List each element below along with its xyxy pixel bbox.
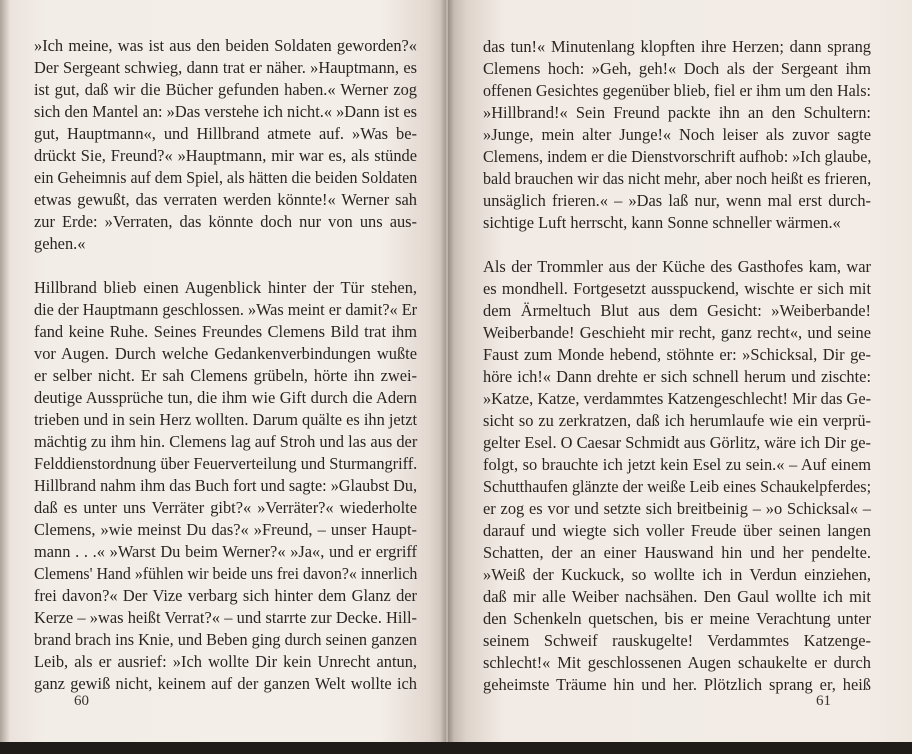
text-line: daß es unter uns Verräter gibt?« »Verräter?« wiederholte xyxy=(34,498,417,517)
text-line: seinem Schweif rauskugelte! Verdammtes Katzenge- xyxy=(483,631,871,650)
left-page-text xyxy=(34,35,417,695)
text-line: sicht so zu zerkratzen, daß ich herumlaufe wie ein verprü- xyxy=(483,411,871,430)
text-line: dem Ärmeltuch Blut aus dem Gesicht: »Weiberbande! xyxy=(483,301,871,320)
text-line: das tun!« Minutenlang klopften ihre Herzen; dann sprang xyxy=(483,37,871,56)
text-line: Schutthaufen glänzte der weiße Leib eines Schaukelpferdes; xyxy=(483,477,872,496)
text-line: daß mir alle Weiber nachsähen. Den Gaul wollte ich mit xyxy=(483,587,871,606)
text-line: Der Sergeant schwieg, dann trat er näher. »Hauptmann, es xyxy=(34,58,417,77)
paragraph xyxy=(483,256,871,696)
text-line: drückt Sie, Freund?« »Hauptmann, mir war es, als stünde xyxy=(34,146,417,165)
text-line: Schatten, der an einer Hauswand hin und her pendelte. xyxy=(483,543,871,562)
text-line: schlecht!« Mit geschlossenen Augen schaukelte er durch xyxy=(483,653,871,672)
text-line: etwas gewußt, das verraten werden könnte!« Werner sah xyxy=(34,190,417,209)
text-line: Kerze – »was heißt Verrat?« – und starrte zur Decke. Hill- xyxy=(34,608,417,627)
text-line: geheimste Träume hin und her. Plötzlich sprang er, heiß xyxy=(483,675,871,694)
text-line: deutige Aussprüche tun, die ihm wie Gift durch die Adern xyxy=(34,388,417,407)
page-number-right: 61 xyxy=(816,693,831,709)
text-line: gehen.« xyxy=(34,234,86,253)
right-page-text xyxy=(483,36,871,696)
text-line: »Weiß der Kuckuck, so wollte ich in Verdun einziehen, xyxy=(483,565,871,584)
text-line: brand brach ins Knie, und Beben ging durch seinen ganzen xyxy=(34,630,418,649)
text-line: Faust zum Monde hebend, stöhnte er: »Schicksal, Dir ge- xyxy=(483,345,871,364)
text-line: Felddienstordnung über Feuerverteilung und Sturmangriff. xyxy=(34,454,418,473)
text-line: Als der Trommler aus der Küche des Gasthofes kam, war xyxy=(483,257,871,276)
text-line: den Schenkeln quetschen, bis er meine Verachtung unter xyxy=(483,609,871,628)
background-edge xyxy=(0,742,912,754)
text-line: mann . . .« »Warst Du beim Werner?« »Ja«, und er ergriff xyxy=(34,542,417,561)
page-number-left: 60 xyxy=(74,693,89,709)
text-line: darauf und wiegte sich voller Freude über seinen langen xyxy=(483,521,871,540)
text-line: zur Erde: »Verraten, das könnte doch nur von uns aus- xyxy=(34,212,417,231)
text-line: gelter Esel. O Caesar Schmidt aus Görlitz, wäre ich Dir ge- xyxy=(483,433,871,452)
book-gutter xyxy=(440,0,454,742)
text-line: Hillbrand blieb einen Augenblick hinter der Tür stehen, xyxy=(34,278,417,297)
text-line: sichtige Luft herrscht, kann Sonne schneller wärmen.« xyxy=(483,213,841,232)
text-line: er zog es vor und setzte sich breitbeinig – »o Schicksal« – xyxy=(483,499,871,518)
text-line: Leib, als er ausrief: »Ich wollte Dir kein Unrecht antun, xyxy=(34,652,417,671)
paragraph-gap xyxy=(34,255,417,277)
text-line: »Junge, mein alter Junge!« Noch leiser als zuvor sagte xyxy=(483,125,871,144)
text-line: Hillbrand nahm ihm das Buch fort und sagte: »Glaubst Du, xyxy=(34,476,417,495)
left-page xyxy=(0,0,446,742)
paragraph xyxy=(34,277,417,695)
text-line: »Katze, Katze, verdammtes Katzengeschlecht! Mir das Ge- xyxy=(483,389,872,408)
text-line: mächtig zu ihm hin. Clemens lag auf Stroh und las aus der xyxy=(34,432,418,451)
text-line: höre ich!« Dann drehte er sich schnell herum und zischte: xyxy=(483,367,871,386)
text-line: Clemens, »wie meinst Du das?« »Freund, – unser Haupt- xyxy=(34,520,417,539)
text-line: ganz gewiß nicht, keinem auf der ganzen Welt wollte ich xyxy=(34,674,417,693)
paragraph xyxy=(34,35,417,255)
text-line: Clemens' Hand »fühlen wir beide uns frei davon?« innerlich xyxy=(34,564,418,583)
text-line: ein Geheimnis auf dem Spiel, als hätten die beiden Soldaten xyxy=(34,168,418,187)
text-line: »Ich meine, was ist aus den beiden Soldaten geworden?« xyxy=(34,36,417,55)
text-line: »Hillbrand!« Sein Freund packte ihn an den Schultern: xyxy=(483,103,871,122)
text-line: trieben und in sein Herz wollten. Darum quälte es ihn jetzt xyxy=(34,410,418,429)
text-line: Clemens hoch: »Geh, geh!« Doch als der Sergeant ihm xyxy=(483,59,871,78)
text-line: Weiberbande! Geschieht mir recht, ganz recht«, und seine xyxy=(483,323,871,342)
right-page xyxy=(448,0,912,742)
text-line: die der Hauptmann geschlossen. »Was meint er damit?« Er xyxy=(34,300,418,319)
text-line: gut, Hauptmann«, und Hillbrand atmete auf. »Was be- xyxy=(34,124,417,143)
text-line: vor Augen. Durch welche Gedankenverbindungen wußte xyxy=(34,344,417,363)
text-line: fand keine Ruhe. Seines Freundes Clemens Bild trat ihm xyxy=(34,322,417,341)
text-line: offenen Gesichtes gegenüber blieb, fiel er ihm um den Hals: xyxy=(483,81,872,100)
text-line: bald brauchen wir das nicht mehr, aber noch heißt es frieren, xyxy=(483,169,872,188)
text-line: Clemens, indem er die Dienstvorschrift aufhob: »Ich glaube, xyxy=(483,147,872,166)
text-line: ist gut, daß wir die Bücher gefunden haben.« Werner zog xyxy=(34,80,417,99)
paragraph xyxy=(483,36,871,234)
text-line: sich den Mantel an: »Das verstehe ich nicht.« »Dann ist es xyxy=(34,102,418,121)
text-line: er selber nicht. Er sah Clemens grübeln, hörte ihn zwei- xyxy=(34,366,417,385)
text-line: frei davon?« Der Vize verbarg sich hinter dem Glanz der xyxy=(34,586,417,605)
page-edge-shadow xyxy=(0,0,10,742)
text-line: es mondhell. Fortgesetzt ausspuckend, wischte er sich mit xyxy=(483,279,871,298)
paragraph-gap xyxy=(483,234,871,256)
text-line: unsäglich frieren.« – »Das laß nur, wenn mal erst durch- xyxy=(483,191,871,210)
text-line: folgt, so brauchte ich jetzt kein Esel zu sein.« – Auf einem xyxy=(483,455,871,474)
